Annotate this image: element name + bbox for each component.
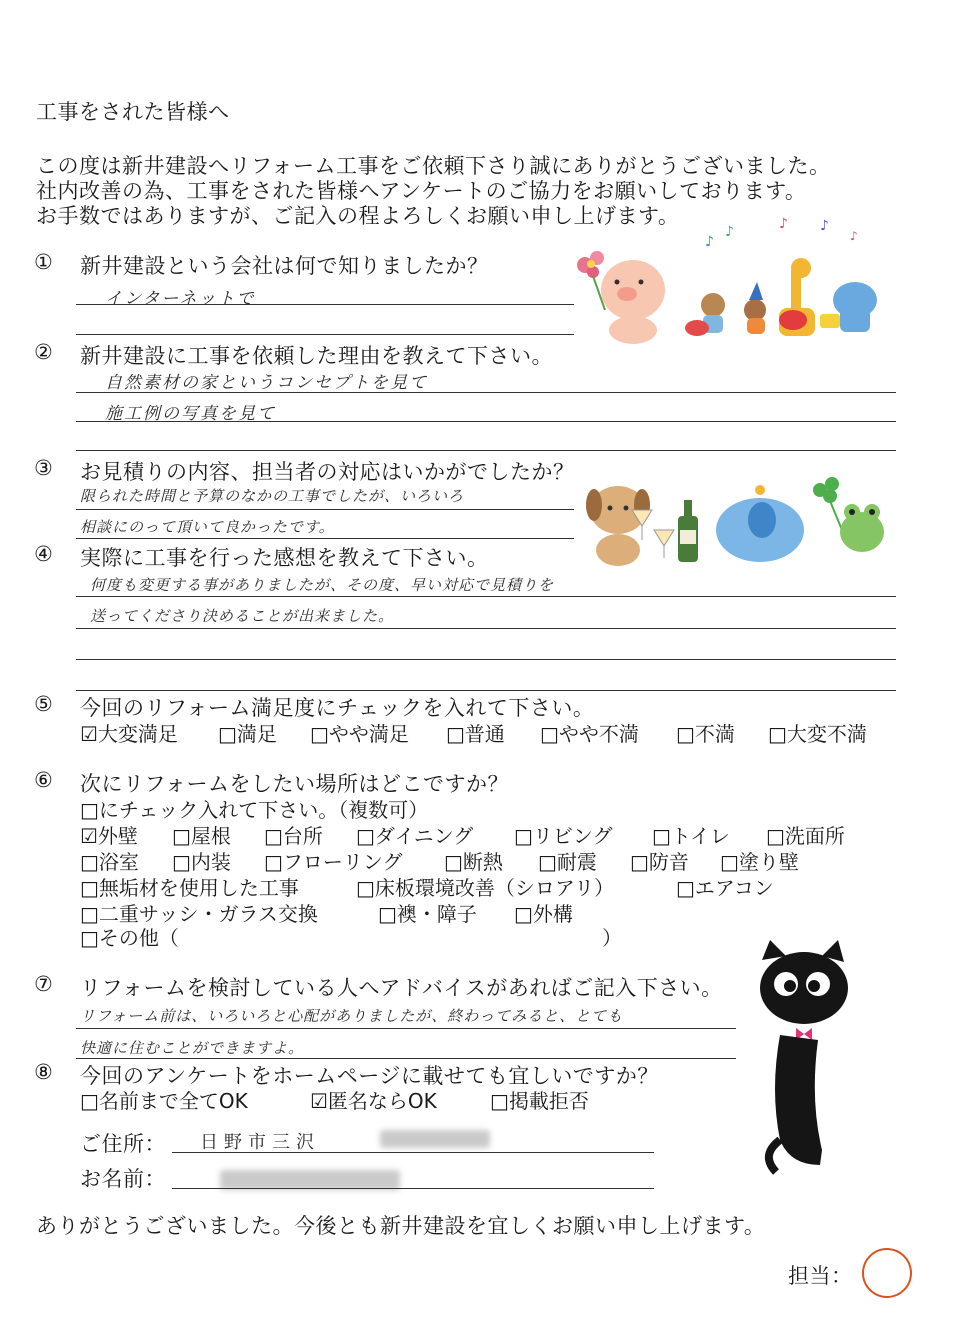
place-option[interactable]: □ダイニング: [356, 824, 474, 848]
question-2-number: ②: [34, 340, 53, 364]
svg-text:♪: ♪: [820, 218, 829, 234]
place-option[interactable]: □襖・障子: [378, 902, 477, 926]
redacted-name: [220, 1170, 400, 1190]
pig-icon: [601, 260, 665, 344]
question-3-number: ③: [34, 456, 53, 480]
monkey-icon: [744, 282, 766, 334]
giraffe-icon: [779, 258, 815, 336]
answer-line: [76, 450, 896, 451]
answer-line: [76, 690, 896, 691]
elephant-icon: [820, 282, 877, 332]
place-option[interactable]: □塗り壁: [720, 850, 799, 874]
question-2-text: 新井建設に工事を依頼した理由を教えて下さい。: [80, 344, 553, 368]
svg-text:♪: ♪: [850, 229, 858, 243]
answer-line: [76, 596, 896, 597]
answer-line: [76, 509, 574, 510]
place-option[interactable]: □無垢材を使用した工事: [80, 876, 299, 900]
intro-line-3: お手数ではありますが、ご記入の程よろしくお願い申し上げます。: [36, 204, 680, 228]
question-1-text: 新井建設という会社は何で知りましたか？: [80, 254, 489, 278]
svg-text:♪: ♪: [725, 224, 734, 240]
place-option[interactable]: □トイレ: [652, 824, 730, 848]
answer-3-line-1: 限られた時間と予算のなかの工事でしたが、いろいろ: [80, 487, 465, 505]
place-option[interactable]: ☑外壁: [80, 824, 138, 848]
music-note-icon: [705, 216, 858, 250]
answer-3-line-2: 相談にのって頂いて良かったです。: [80, 518, 335, 536]
svg-text:♪: ♪: [705, 234, 714, 250]
answer-4-line-1: 何度も変更する事がありましたが、その度、早い対応で見積りを: [90, 576, 555, 594]
clover-icon: [813, 477, 842, 530]
flower-icon: [577, 251, 605, 310]
name-line: [172, 1188, 654, 1189]
place-option[interactable]: □エアコン: [676, 876, 774, 900]
question-1-number: ①: [34, 250, 53, 274]
question-3-text: お見積りの内容、担当者の対応はいかがでしたか？: [80, 460, 575, 484]
question-8-text: 今回のアンケートをホームページに載せても宜しいですか？: [80, 1064, 659, 1088]
bottle-icon: [678, 500, 698, 562]
svg-text:♪: ♪: [779, 216, 788, 232]
satisfaction-option[interactable]: □不満: [676, 722, 735, 746]
answer-line: [76, 421, 896, 422]
address-line: [172, 1152, 654, 1153]
answer-7-line-1: リフォーム前は、いろいろと心配がありましたが、終わってみると、とても: [80, 1007, 624, 1025]
satisfaction-option[interactable]: □普通: [446, 722, 505, 746]
question-6-number: ⑥: [34, 768, 53, 792]
answer-2-line-2: 施工例の写真を見て: [105, 404, 276, 424]
other-close-paren: ）: [602, 926, 622, 950]
place-option[interactable]: □台所: [264, 824, 323, 848]
black-cat-illustration: [740, 940, 870, 1180]
question-5-number: ⑤: [34, 692, 53, 716]
answer-line: [76, 334, 574, 335]
place-option-other[interactable]: □その他（: [80, 926, 179, 950]
question-6-text: 次にリフォームをしたい場所はどこですか？: [80, 772, 509, 796]
place-option[interactable]: □耐震: [538, 850, 597, 874]
question-4-number: ④: [34, 542, 53, 566]
answer-line: [76, 659, 896, 660]
intro-line-1: この度は新井建設へリフォーム工事をご依頼下さり誠にありがとうございました。: [36, 154, 831, 178]
answer-7-line-2: 快適に住むことができますよ。: [80, 1039, 305, 1057]
greeting: 工事をされた皆様へ: [36, 100, 230, 124]
place-option[interactable]: □屋根: [172, 824, 231, 848]
place-option[interactable]: □防音: [630, 850, 689, 874]
answer-line: [76, 304, 574, 305]
satisfaction-option[interactable]: □やや満足: [310, 722, 409, 746]
place-option[interactable]: □洗面所: [766, 824, 845, 848]
satisfaction-option[interactable]: □大変不満: [768, 722, 867, 746]
question-7-text: リフォームを検討している人へアドバイスがあればご記入下さい。: [80, 976, 723, 1000]
place-option[interactable]: □外構: [514, 902, 573, 926]
animal-band-illustration: [565, 210, 895, 350]
address-value: 日野市三沢: [200, 1132, 320, 1153]
place-option[interactable]: □床板環境改善（シロアリ）: [356, 876, 615, 900]
answer-line: [76, 628, 896, 629]
satisfaction-option[interactable]: □やや不満: [540, 722, 639, 746]
bear-drummer-icon: [685, 293, 725, 336]
question-6-sub: □にチェック入れて下さい。（複数可）: [80, 798, 429, 822]
address-label: ご住所：: [80, 1132, 166, 1156]
staff-label: 担当：: [788, 1264, 853, 1288]
question-4-text: 実際に工事を行った感想を教えて下さい。: [80, 546, 489, 570]
place-option[interactable]: □フローリング: [264, 850, 403, 874]
satisfaction-option[interactable]: □満足: [218, 722, 277, 746]
place-option[interactable]: □内装: [172, 850, 231, 874]
answer-line: [76, 1028, 736, 1029]
answer-line: [76, 392, 896, 393]
name-label: お名前：: [80, 1167, 166, 1191]
question-8-number: ⑧: [34, 1060, 53, 1084]
dog-icon: [586, 486, 650, 566]
satisfaction-option[interactable]: ☑大変満足: [80, 722, 178, 746]
place-option[interactable]: □浴室: [80, 850, 139, 874]
question-7-number: ⑦: [34, 972, 53, 996]
answer-line: [76, 538, 574, 539]
elephant-icon: [716, 485, 804, 562]
dog-elephant-frog-illustration: [580, 460, 890, 570]
place-option[interactable]: □二重サッシ・ガラス交換: [80, 902, 318, 926]
answer-4-line-2: 送ってくださり決めることが出来ました。: [90, 607, 395, 625]
intro-line-2: 社内改善の為、工事をされた皆様へアンケートのご協力をお願いしております。: [36, 179, 807, 203]
publish-option[interactable]: □名前まで全てOK: [80, 1089, 248, 1113]
redacted-address: [380, 1130, 490, 1148]
place-option[interactable]: □リビング: [514, 824, 613, 848]
place-option[interactable]: □断熱: [444, 850, 503, 874]
answer-line: [76, 1058, 736, 1059]
cat-icon: [760, 940, 848, 1172]
answer-2-line-1: 自然素材の家というコンセプトを見て: [105, 373, 428, 393]
question-5-text: 今回のリフォーム満足度にチェックを入れて下さい。: [80, 696, 595, 720]
publish-option[interactable]: □掲載拒否: [490, 1089, 589, 1113]
thanks-message: ありがとうございました。今後とも新井建設を宜しくお願い申し上げます。: [36, 1214, 766, 1238]
publish-option[interactable]: ☑匿名ならOK: [310, 1089, 437, 1113]
frog-icon: [840, 504, 884, 552]
answer-1-line-1: インターネットで: [105, 289, 256, 309]
staff-stamp: [862, 1248, 912, 1298]
